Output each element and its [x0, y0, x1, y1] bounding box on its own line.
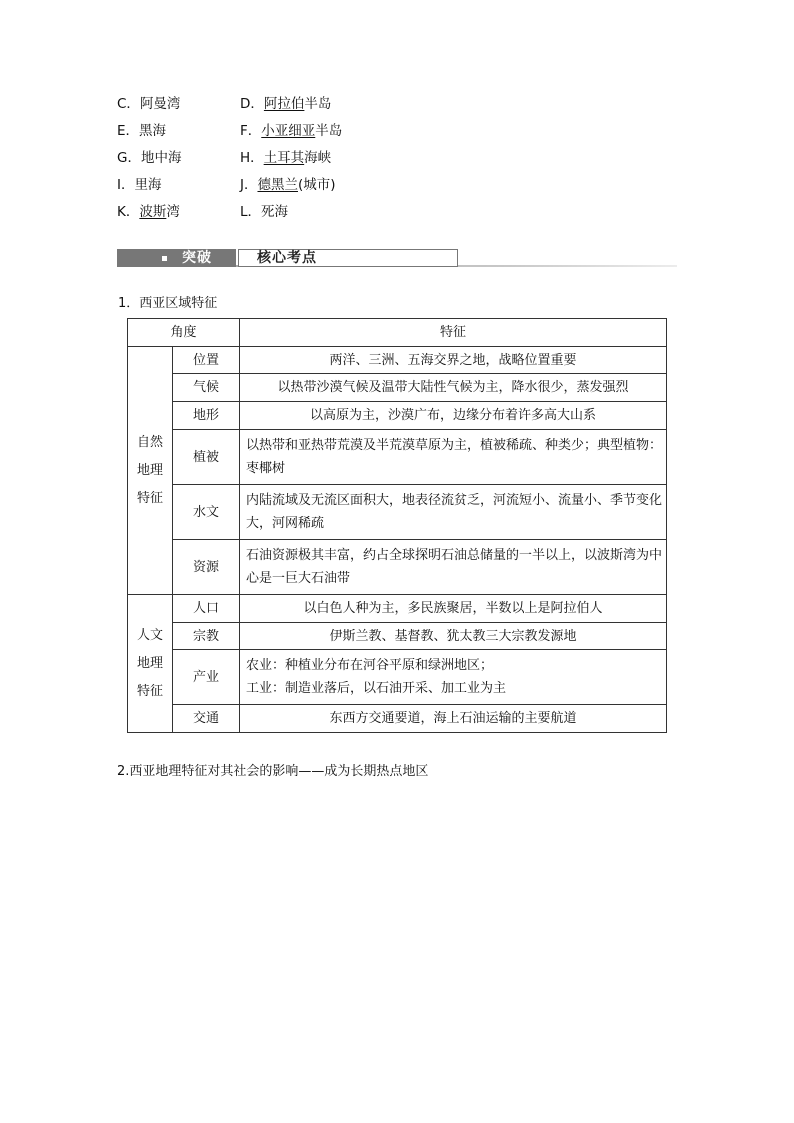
- answer-item: L．死海: [240, 204, 289, 220]
- row-label: 位置: [173, 347, 240, 374]
- row-label: 水文: [173, 485, 240, 540]
- header-cell: 角度: [128, 319, 240, 347]
- banner-tag-core-points: 核心考点: [238, 249, 458, 267]
- table-header-row: [128, 319, 667, 347]
- group-cell-human: 人文地理特征: [128, 595, 173, 733]
- answer-item: K．波斯湾: [117, 204, 180, 220]
- row-text: 石油资源极其丰富，约占全球探明石油总储量的一半以上，以波斯湾为中心是一巨大石油带: [240, 540, 667, 595]
- row-label: 气候: [173, 374, 240, 402]
- table-row: [128, 347, 667, 374]
- answer-row: [117, 122, 417, 149]
- table-row: [128, 623, 667, 650]
- answer-row: [117, 176, 417, 203]
- table-row: [128, 595, 667, 623]
- row-text: 内陆流域及无流区面积大，地表径流贫乏，河流短小、流量小、季节变化大，河网稀疏: [240, 485, 667, 540]
- row-text: 以白色人种为主，多民族聚居，半数以上是阿拉伯人: [240, 595, 667, 623]
- table-row: [128, 430, 667, 485]
- answer-list: [117, 95, 417, 230]
- group-cell-natural: 自然地理特征: [128, 347, 173, 595]
- section-banner: [117, 248, 677, 270]
- row-text: 伊斯兰教、基督教、犹太教三大宗教发源地: [240, 623, 667, 650]
- table-row: [128, 705, 667, 733]
- answer-item: I．里海: [117, 177, 162, 193]
- section-title: 2.西亚地理特征对其社会的影响——成为长期热点地区: [117, 764, 429, 779]
- row-label: 植被: [173, 430, 240, 485]
- row-label: 地形: [173, 402, 240, 430]
- answer-item: C．阿曼湾: [117, 96, 181, 112]
- answer-row: [117, 95, 417, 122]
- answer-item: J．德黑兰(城市): [240, 177, 336, 193]
- answer-row: [117, 149, 417, 176]
- row-label: 宗教: [173, 623, 240, 650]
- answer-item: D．阿拉伯半岛: [240, 96, 332, 112]
- table-row: [128, 402, 667, 430]
- row-label: 人口: [173, 595, 240, 623]
- banner-tag-breakthrough: 突破: [117, 249, 236, 267]
- features-table: [127, 318, 667, 733]
- answer-item: H．土耳其海峡: [240, 150, 332, 166]
- answer-item: F．小亚细亚半岛: [240, 123, 343, 139]
- header-cell: 特征: [240, 319, 667, 347]
- table-row: [128, 485, 667, 540]
- section-title: 1．西亚区域特征: [118, 296, 218, 311]
- row-label: 交通: [173, 705, 240, 733]
- row-text: 农业：种植业分布在河谷平原和绿洲地区； 工业：制造业落后，以石油开采、加工业为主: [240, 650, 667, 705]
- table-row: [128, 374, 667, 402]
- answer-item: G．地中海: [117, 150, 182, 166]
- answer-row: [117, 203, 417, 230]
- row-label: 产业: [173, 650, 240, 705]
- row-text: 东西方交通要道，海上石油运输的主要航道: [240, 705, 667, 733]
- row-label: 资源: [173, 540, 240, 595]
- table-row: [128, 650, 667, 705]
- table-row: [128, 540, 667, 595]
- row-text: 以高原为主，沙漠广布，边缘分布着许多高大山系: [240, 402, 667, 430]
- row-text: 两洋、三洲、五海交界之地，战略位置重要: [240, 347, 667, 374]
- row-text: 以热带沙漠气候及温带大陆性气候为主，降水很少，蒸发强烈: [240, 374, 667, 402]
- square-bullet-icon: [162, 256, 167, 261]
- answer-item: E．黑海: [117, 123, 167, 139]
- row-text: 以热带和亚热带荒漠及半荒漠草原为主，植被稀疏、种类少；典型植物：枣椰树: [240, 430, 667, 485]
